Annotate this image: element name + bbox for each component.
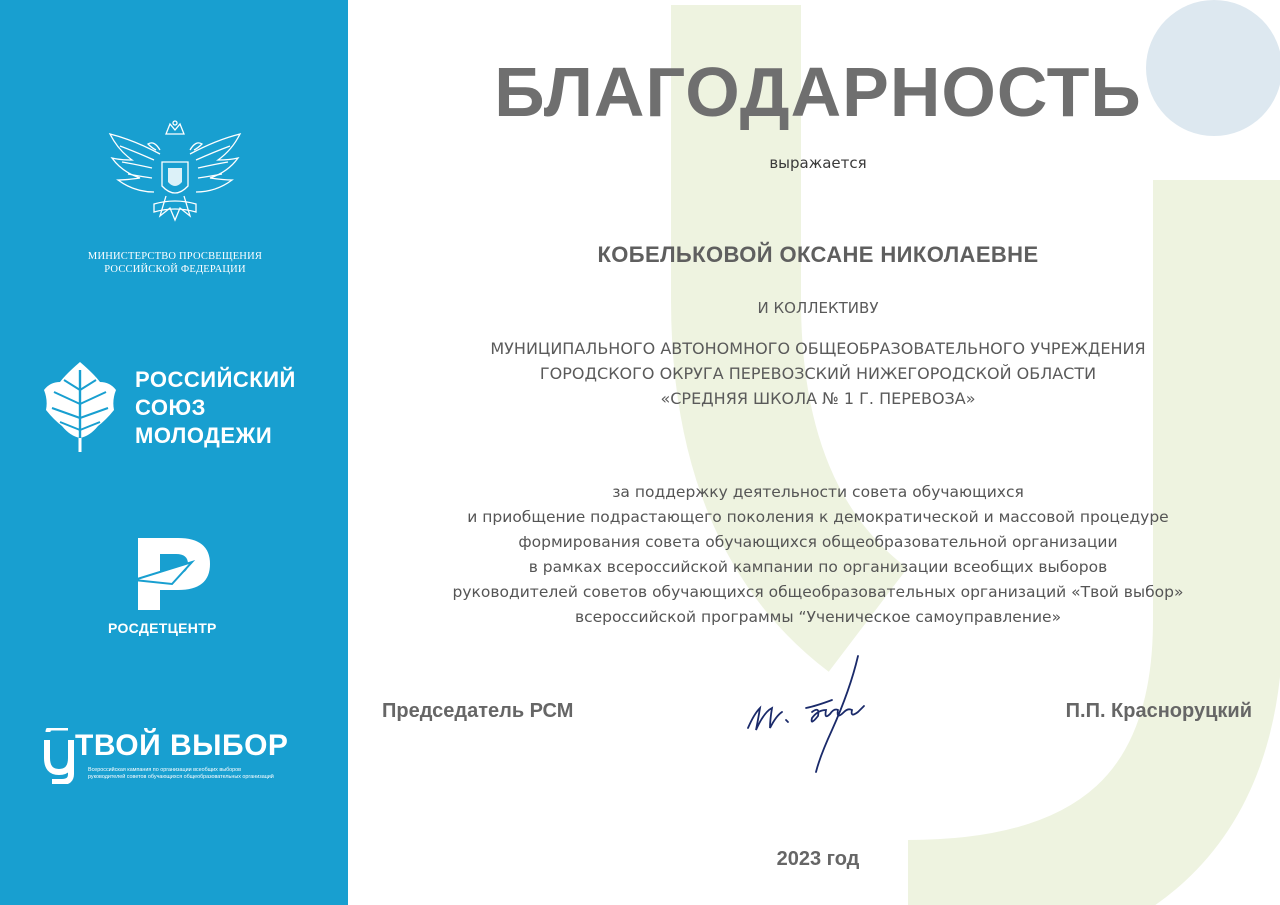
tvoy-vybor-text: ТВОЙ ВЫБОР (75, 729, 289, 762)
certificate-year: 2023 год (776, 848, 860, 870)
double-headed-eagle-emblem-icon (104, 120, 246, 230)
signer-role: Председатель РСМ (382, 700, 574, 722)
rsm-leaf-logo-icon (40, 360, 120, 454)
ministry-name (70, 250, 280, 276)
organization-line: «СРЕДНЯЯ ШКОЛА № 1 Г. ПЕРЕВОЗА» (660, 389, 976, 408)
rosdetcenter-text: РОСДЕТЦЕНТР (108, 620, 217, 636)
ministry-line-2: РОССИЙСКОЙ ФЕДЕРАЦИИ (104, 264, 246, 275)
reason-line: формирования совета обучающихся общеобразовательной организации (518, 533, 1118, 551)
tvoy-vybor-subtitle (88, 767, 310, 781)
organization-name (408, 336, 1228, 411)
ministry-line-1: МИНИСТЕРСТВО ПРОСВЕЩЕНИЯ (87, 251, 263, 262)
collective-text: И КОЛЛЕКТИВУ (757, 299, 879, 317)
rsm-line-3: МОЛОДЕЖИ (135, 423, 273, 448)
sidebar (0, 0, 348, 905)
tvoy-vybor-subtitle-line-2: руководителей советов обучающихся общеобразовательных организаций (88, 774, 274, 780)
organization-line: ГОРОДСКОГО ОКРУГА ПЕРЕВОЗСКИЙ НИЖЕГОРОДСКОЙ ОБЛАСТИ (539, 364, 1097, 383)
rsm-line-1: РОССИЙСКИЙ (135, 367, 296, 392)
rsm-logo-text (135, 366, 296, 450)
reason-text (388, 480, 1248, 630)
reason-line: и приобщение подрастающего поколения к демократической и массовой процедуре (467, 508, 1169, 526)
tvoy-vybor-u-logo-icon (42, 728, 76, 784)
rosdetcenter-r-logo-icon (132, 534, 216, 614)
reason-line: руководителей советов обучающихся общеобразовательных организаций «Твой выбор» (452, 583, 1184, 601)
expresses-text: выражается (769, 154, 867, 172)
reason-line: всероссийской программы “Ученическое самоуправление» (574, 608, 1062, 626)
certificate-body (348, 0, 1280, 905)
organization-line: МУНИЦИПАЛЬНОГО АВТОНОМНОГО ОБЩЕОБРАЗОВАТЕЛЬНОГО УЧРЕЖДЕНИЯ (490, 339, 1146, 358)
reason-line: в рамках всероссийской кампании по организации всеобщих выборов (528, 558, 1108, 576)
reason-line: за поддержку деятельности совета обучающихся (612, 483, 1024, 501)
recipient-name: КОБЕЛЬКОВОЙ ОКСАНЕ НИКОЛАЕВНЕ (597, 242, 1039, 267)
certificate-title: БЛАГОДАРНОСТЬ (494, 53, 1142, 131)
signer-name: П.П. Красноруцкий (1065, 700, 1252, 722)
rsm-line-2: СОЮЗ (135, 395, 206, 420)
handwritten-signature-icon (740, 650, 890, 780)
tvoy-vybor-subtitle-line-1: Всероссийская кампания по организации всеобщих выборов (88, 767, 242, 773)
